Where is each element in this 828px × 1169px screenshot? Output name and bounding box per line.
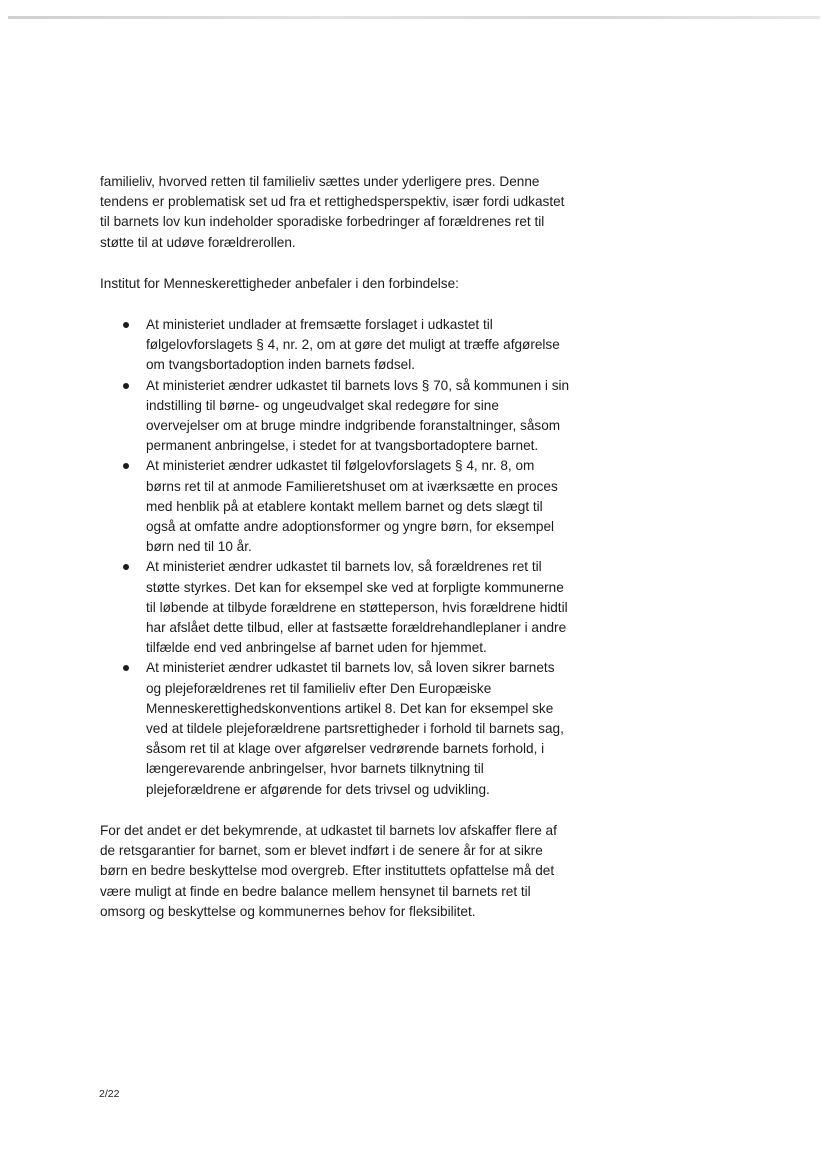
- paragraph-gap: [100, 253, 570, 274]
- recommendation-item: [146, 315, 570, 376]
- paragraph-gap: [100, 800, 570, 821]
- recommendation-text: At ministeriet ændrer udkastet til barnets lov, så loven sikrer barnets og plejeforældrenes ret til familieliv efter Den Europæiske Menneskerettighedskonventions artikel 8. Det kan for eksempel ske ved at tildele plejeforældrene partsrettigheder i forhold til barnets sag, såsom ret til at klage over afgørelser vedrørende barnets forhold, i længerevarende anbringelser, hvor barnets tilknytning til plejeforældrene er afgørende for dets trivsel og udvikling.: [146, 660, 564, 797]
- recommendation-text: At ministeriet ændrer udkastet til følgelovforslagets § 4, nr. 8, om børns ret til at anmode Familieretshuset om at iværksætte en proces med henblik på at etablere kontakt mellem barnet og dets slægt til også at omfatte andre adoptionsformer og yngre børn, for eksempel børn ned til 10 år.: [146, 458, 558, 555]
- recommendation-text: At ministeriet ændrer udkastet til barnets lov, så forældrenes ret til støtte styrkes. Det kan for eksempel ske ved at forpligte kommunerne til løbende at tilbyde forældrene en støtteperson, hvis forældrene hidtil har afslået dette tilbud, eller at fastsætte forældrehandleplaner i andre tilfælde end ved anbringelse af barnet uden for hjemmet.: [146, 559, 568, 656]
- recommendation-text: At ministeriet undlader at fremsætte forslaget i udkastet til følgelovforslagets § 4, nr. 2, om at gøre det muligt at træffe afgørelse om tvangsbortadoption inden barnets fødsel.: [146, 317, 560, 373]
- recommendation-item: [146, 557, 570, 658]
- scan-edge-line: [8, 16, 820, 19]
- page-number: 2/22: [99, 1088, 120, 1100]
- recommendation-text: At ministeriet ændrer udkastet til barnets lovs § 70, så kommunen i sin indstilling til børne- og ungeudvalget skal redegøre for sine overvejelser om at bruge mindre indgribende foranstaltninger, såsom permanent anbringelse, i stedet for at tvangsbortadoptere barnet.: [146, 377, 570, 454]
- recommendation-item: [146, 658, 570, 799]
- recommendation-item: [146, 376, 570, 457]
- paragraph-gap: [100, 294, 570, 315]
- bullet-icon: [123, 564, 129, 570]
- bullet-icon: [123, 383, 129, 389]
- recommendation-list: [100, 315, 570, 800]
- intro-paragraph: familieliv, hvorved retten til familieliv sættes under yderligere pres. Denne tendens er problematisk set ud fra et rettighedsperspektiv, især fordi udkastet til barnets lov kun indeholder sporadiske forbedringer af forældrenes ret til støtte til at udøve forældrerollen.: [100, 174, 565, 250]
- document-body: [100, 172, 570, 922]
- closing-paragraph: For det andet er det bekymrende, at udkastet til barnets lov afskaffer flere af de retsgarantier for barnet, som er blevet indført i de senere år for at sikre børn en bedre beskyttelse mod overgreb. Efter instituttets opfattelse må det være muligt at finde en bedre balance mellem hensynet til barnets ret til omsorg og beskyttelse og kommunernes behov for fleksibilitet.: [100, 822, 557, 919]
- bullet-icon: [123, 322, 129, 328]
- bullet-icon: [123, 463, 129, 469]
- recommendation-item: [146, 456, 570, 557]
- recommendation-intro: Institut for Menneskerettigheder anbefaler i den forbindelse:: [100, 275, 459, 291]
- bullet-icon: [123, 665, 129, 671]
